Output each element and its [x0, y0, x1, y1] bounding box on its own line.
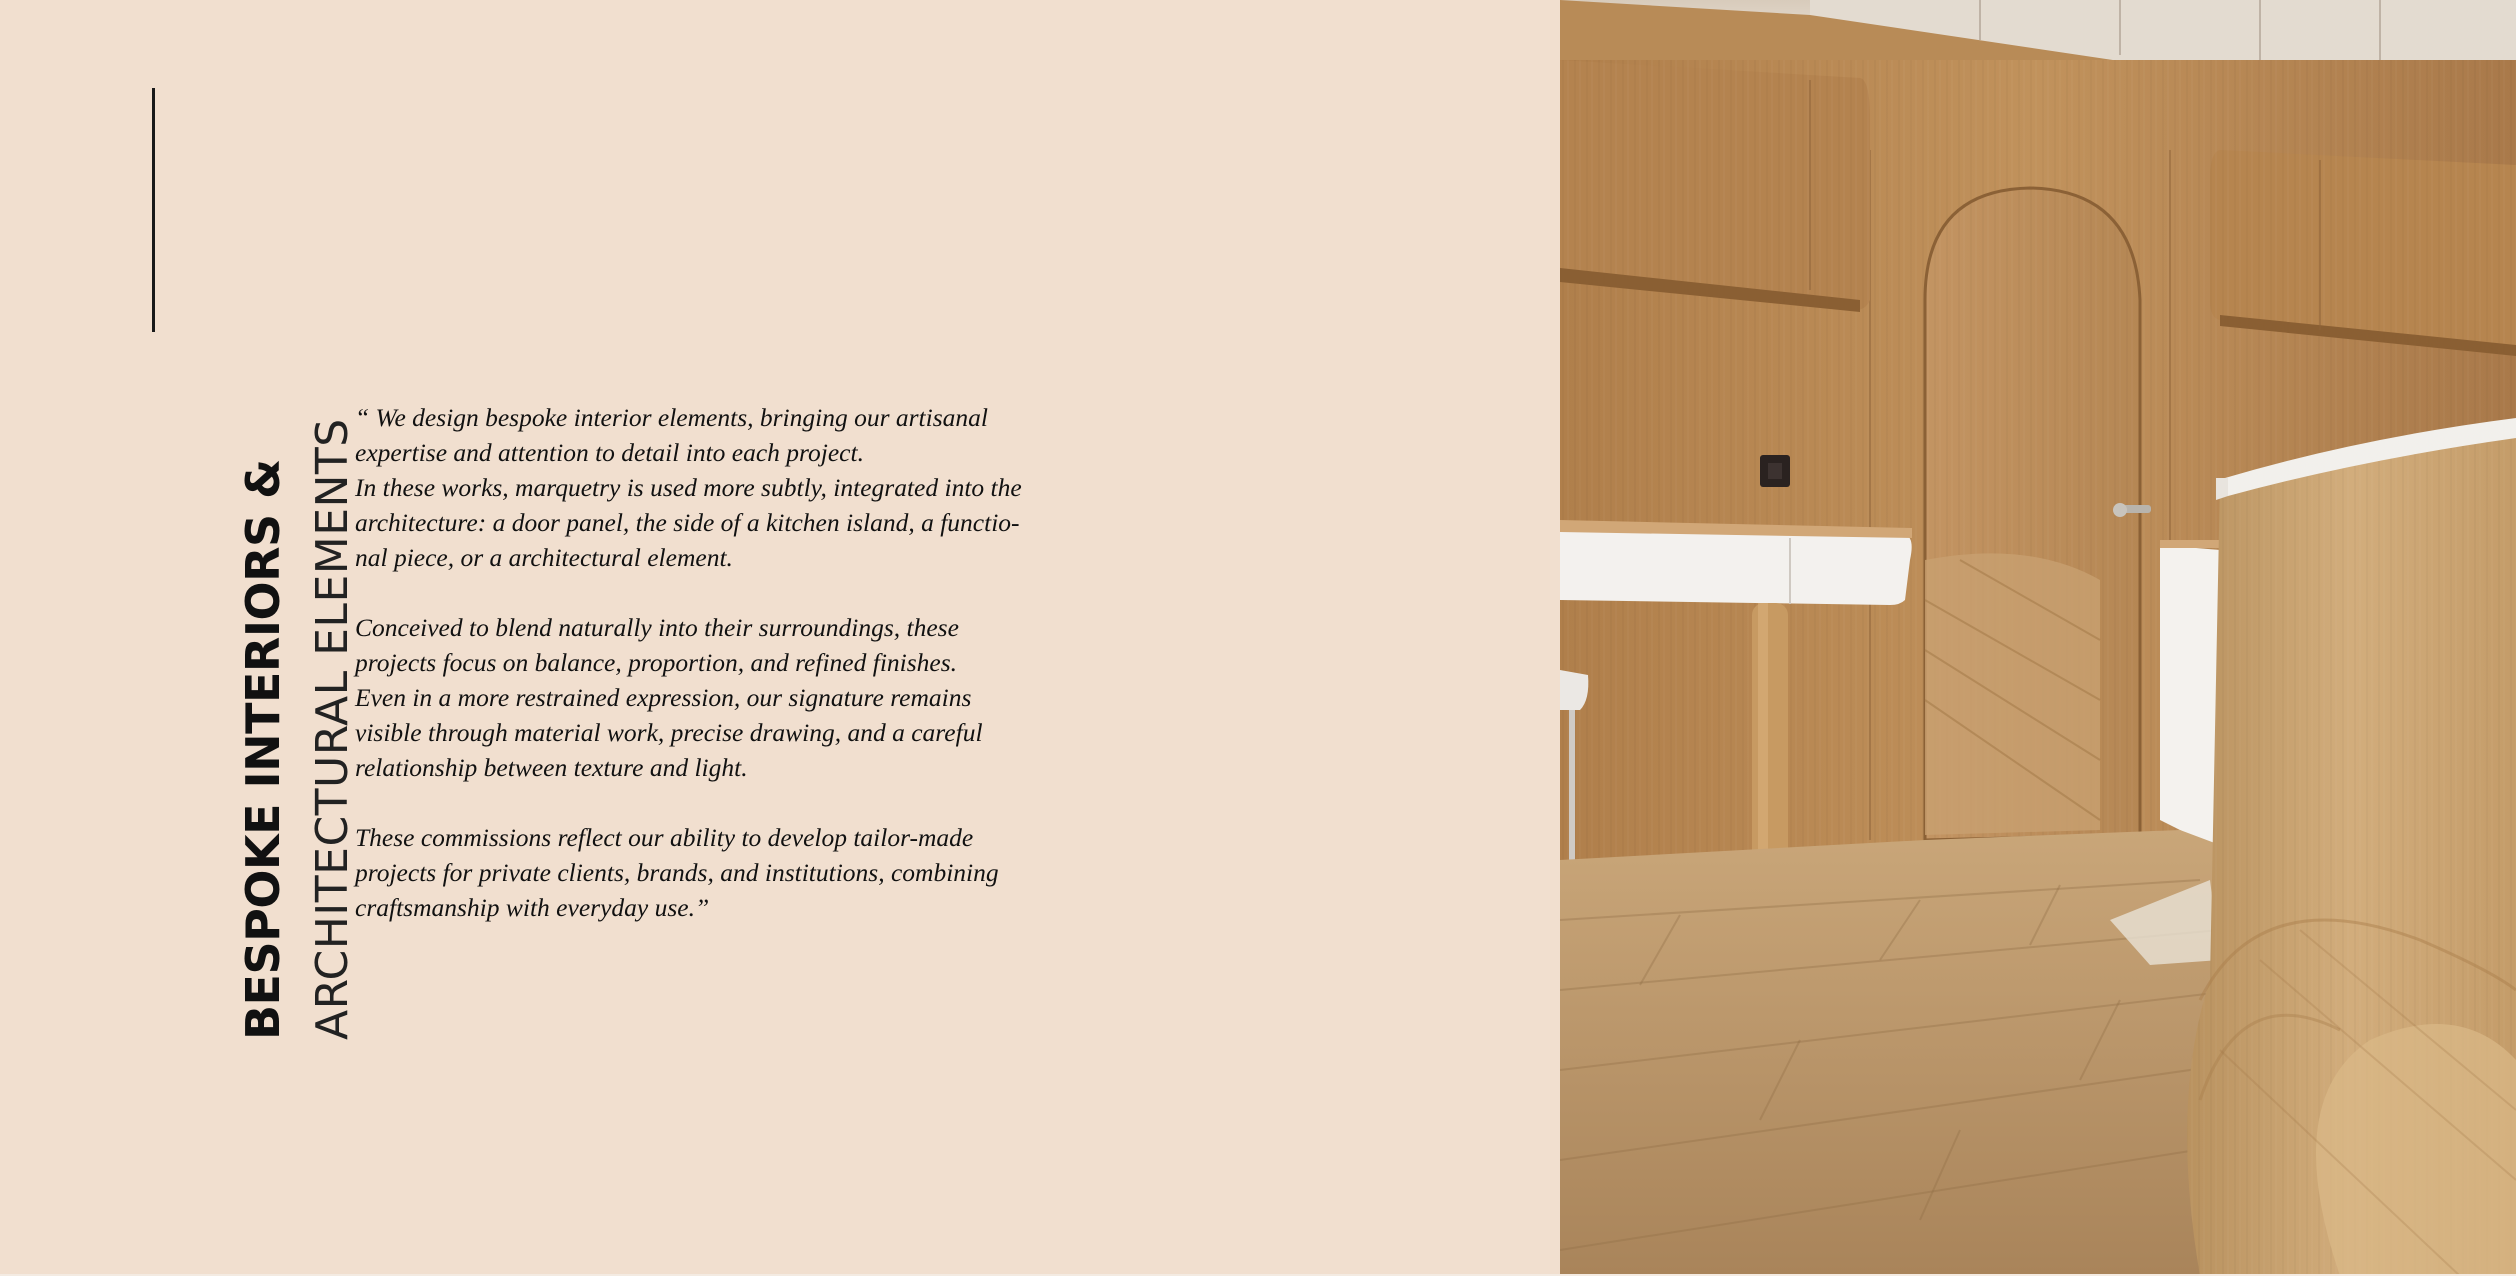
quote-line: nal piece, or a architectural element.: [355, 543, 733, 572]
quote-paragraph-1: [355, 400, 1095, 575]
page-title: [235, 418, 358, 1040]
quote-line: Conceived to blend naturally into their surroundings, these: [355, 613, 959, 642]
quote-text: [355, 400, 1095, 960]
title-line-bold: BESPOKE INTERIORS &: [236, 459, 290, 1040]
quote-line: visible through material work, precise drawing, and a careful: [355, 718, 983, 747]
quote-line: These commissions reflect our ability to develop tailor-made: [355, 823, 974, 852]
quote-line: expertise and attention to detail into each project.: [355, 438, 864, 467]
quote-line: relationship between texture and light.: [355, 753, 748, 782]
quote-line: projects for private clients, brands, and institutions, combining: [355, 858, 999, 887]
interior-photo: [1560, 0, 2516, 1276]
quote-paragraph-2: [355, 610, 1095, 785]
quote-line: In these works, marquetry is used more subtly, integrated into the: [355, 473, 1022, 502]
title-line-light: ARCHITECTURAL ELEMENTS: [307, 418, 358, 1040]
quote-line: craftsmanship with everyday use.”: [355, 893, 710, 922]
decorative-rule: [152, 88, 155, 332]
quote-line: “ We design bespoke interior elements, bringing our artisanal: [355, 403, 988, 432]
quote-line: Even in a more restrained expression, our signature remains: [355, 683, 972, 712]
quote-line: architecture: a door panel, the side of a kitchen island, a functio-: [355, 508, 1020, 537]
quote-paragraph-3: [355, 820, 1095, 925]
quote-line: projects focus on balance, proportion, and refined finishes.: [355, 648, 958, 677]
wood-interior-illustration: [1560, 0, 2516, 1276]
